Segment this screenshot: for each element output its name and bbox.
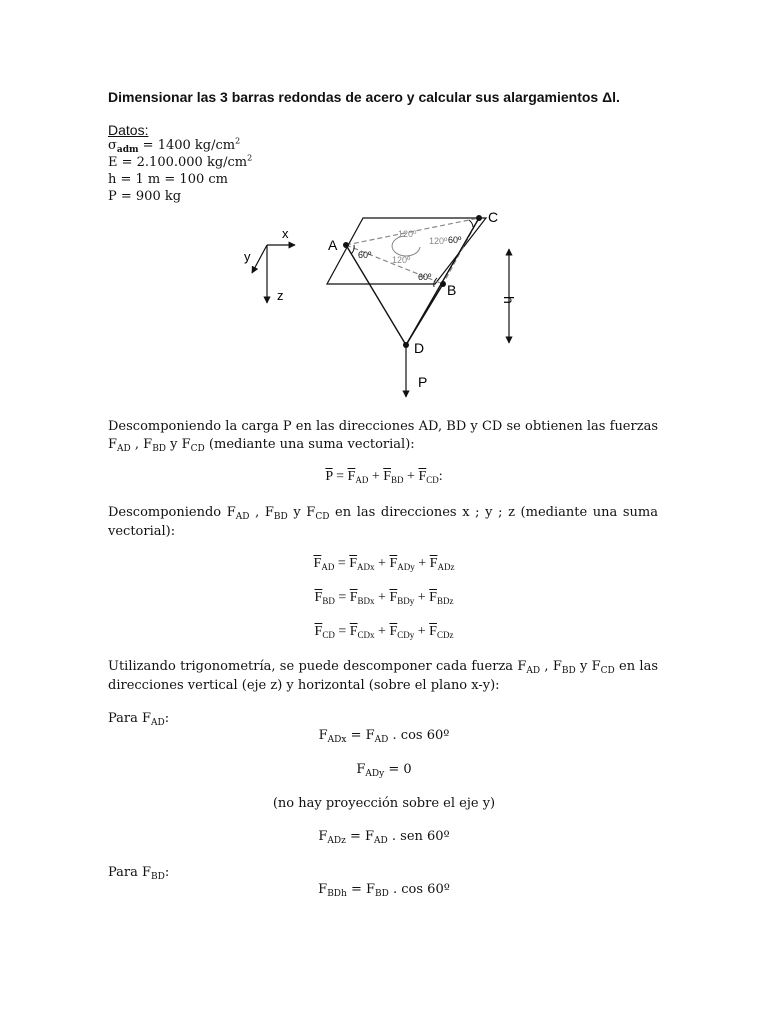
angle-120-mid: 120º (429, 236, 448, 246)
equation-fbd-components: $\overline{F}_{BD} = \overline{F}_{BDx} + \overline{F}_{BDy} + \overline{F}_{BDz}$ (314, 590, 454, 606)
node-b-label: B (447, 282, 457, 298)
note-no-projection-y: (no hay proyección sobre el eje y) (272, 796, 496, 811)
datos-p: P = 900 kg (108, 189, 182, 204)
angle-a-label: 60º (358, 250, 372, 260)
node-c-label: C (488, 209, 499, 225)
sigma-value: = 1400 kg/cm (138, 138, 236, 153)
datos-heading: Datos: (108, 122, 149, 138)
page-title: Dimensionar las 3 barras redondas de acero y calcular sus alargamientos Δl. (108, 89, 620, 105)
e-value: E = 2.100.000 kg/cm (108, 155, 248, 170)
para-fad-label: Para $F_{AD}$: (108, 711, 170, 728)
angle-b-label: 60º (418, 272, 432, 282)
angle-120-bottom: 120º (392, 255, 411, 265)
node-d-label: D (414, 340, 425, 356)
axes-triad (244, 226, 295, 303)
sigma-symbol: σ (108, 138, 117, 153)
z-axis-label: z (277, 288, 284, 303)
equation-fadx: $F_{ADx} = F_{AD}$ . cos 60º (318, 728, 450, 745)
equation-fad-components: $\overline{F}_{AD} = \overline{F}_{ADx} + \overline{F}_{ADy} + \overline{F}_{ADz}$ (313, 556, 455, 572)
equation-fcd-components: $\overline{F}_{CD} = \overline{F}_{CDx} + \overline{F}_{CDy} + \overline{F}_{CDz}$ (314, 624, 454, 640)
node-a-label: A (328, 237, 338, 253)
load-label: P (418, 374, 428, 390)
node-a-dot (343, 242, 349, 248)
height-label: h (501, 296, 517, 304)
para-fbd-label: Para $F_{BD}$: (108, 865, 170, 882)
equation-fady: $F_{ADy} = 0$ (356, 762, 412, 779)
equation-fbdh: $F_{BDh} = F_{BD}$ . cos 60º (318, 882, 450, 899)
node-b-dot (440, 281, 446, 287)
sigma-exponent: 2 (235, 136, 241, 146)
equation-fadz: $F_{ADz} = F_{AD}$ . sen 60º (318, 829, 450, 846)
y-axis-arrow (252, 245, 267, 273)
horizontal-plane (327, 218, 486, 284)
e-exponent: 2 (247, 153, 253, 163)
x-axis-label: x (282, 226, 289, 241)
y-axis-label: y (244, 249, 251, 264)
datos-h: h = 1 m = 100 cm (108, 172, 228, 187)
sigma-subscript: adm (116, 145, 139, 155)
paragraph-descomponiendo-fuerzas: Descomponiendo $F_{AD}$ , $F_{BD}$ y $F_{CD}$ en las direcciones x ; y ; z (mediante una suma vectorial): (108, 505, 658, 539)
datos-sigma (108, 138, 240, 155)
datos-e (108, 155, 252, 171)
paragraph-descomponiendo-p: Descomponiendo la carga P en las direcciones AD, BD y CD se obtienen las fuerzas $F_{AD}$ , $F_{BD}$ y $F_{CD}$ (mediante una suma vectorial): (108, 419, 658, 454)
paragraph-trigonometria: Utilizando trigonometría, se puede descomponer cada fuerza $F_{AD}$ , $F_{BD}$ y $F_{CD}$ en las direcciones vertical (eje z) y horizontal (sobre el plano x-y): (108, 659, 658, 693)
structure-diagram (230, 205, 530, 405)
node-c-dot (476, 215, 482, 221)
angle-c-label: 60º (448, 235, 462, 245)
equation-p-sum: $\overline{P} = \overline{F}_{AD} + \overline{F}_{BD} + \overline{F}_{CD}$: (325, 469, 443, 485)
angle-120-top: 120º (398, 229, 417, 239)
